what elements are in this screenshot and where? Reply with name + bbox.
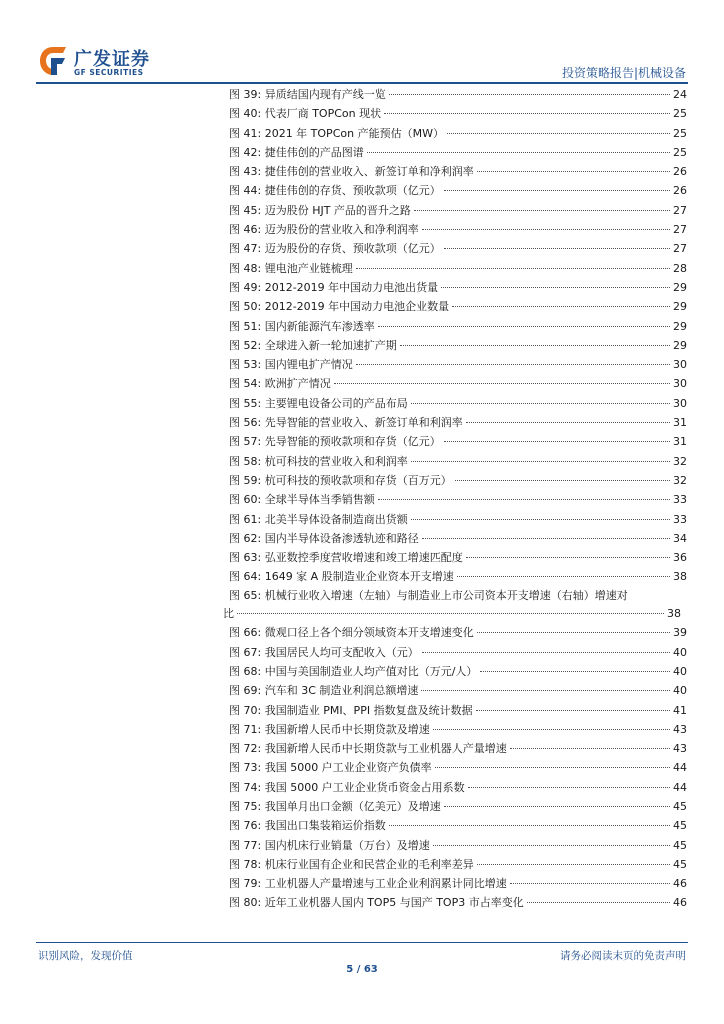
toc-entry-page: 45 bbox=[673, 857, 687, 871]
toc-entry-page: 45 bbox=[673, 799, 687, 813]
toc-entry[interactable] bbox=[229, 797, 687, 816]
dot-leader bbox=[444, 190, 670, 191]
dot-leader bbox=[480, 671, 670, 672]
dot-leader bbox=[510, 748, 670, 749]
footer-disclaimer-note: 请务必阅读末页的免责声明 bbox=[560, 950, 686, 962]
toc-entry-page: 32 bbox=[673, 473, 687, 487]
dot-leader bbox=[435, 767, 670, 768]
toc-entry[interactable] bbox=[229, 836, 687, 855]
toc-entry-label: 图 68: 中国与美国制造业人均产值对比（万元/人） bbox=[229, 664, 478, 678]
toc-entry-page: 40 bbox=[673, 645, 687, 659]
toc-entry[interactable] bbox=[229, 490, 687, 509]
toc-entry-page: 43 bbox=[673, 722, 687, 736]
toc-entry[interactable] bbox=[229, 643, 687, 662]
header-divider bbox=[36, 82, 688, 84]
toc-entry[interactable] bbox=[229, 529, 687, 548]
toc-entry[interactable] bbox=[229, 181, 687, 200]
toc-entry[interactable] bbox=[229, 452, 687, 471]
toc-entry[interactable] bbox=[229, 701, 687, 720]
toc-entry[interactable] bbox=[229, 510, 687, 529]
dot-leader bbox=[356, 268, 670, 269]
toc-entry-label: 图 78: 机床行业国有企业和民营企业的毛利率差异 bbox=[229, 857, 474, 871]
toc-entry[interactable] bbox=[229, 893, 687, 912]
toc-entry-page: 30 bbox=[673, 396, 687, 410]
toc-entry-page: 25 bbox=[673, 145, 687, 159]
toc-entry-page: 38 bbox=[673, 570, 687, 584]
toc-entry-label: 图 48: 锂电池产业链梳理 bbox=[229, 261, 353, 275]
page-header bbox=[0, 0, 724, 86]
toc-entry-label: 图 79: 工业机器人产量增速与工业企业利润累计同比增速 bbox=[229, 877, 507, 891]
dot-leader bbox=[477, 171, 670, 172]
toc-entry[interactable] bbox=[229, 124, 687, 143]
toc-entry[interactable] bbox=[229, 758, 687, 777]
dot-leader bbox=[389, 825, 670, 826]
toc-entry-label: 图 47: 迈为股份的存货、预收款项（亿元） bbox=[229, 242, 441, 256]
toc-entry-page: 27 bbox=[673, 203, 687, 217]
toc-entry[interactable] bbox=[229, 336, 687, 355]
toc-entry[interactable] bbox=[229, 297, 687, 316]
toc-entry-label: 图 59: 杭可科技的预收款项和存货（百万元） bbox=[229, 473, 452, 487]
toc-entry-page: 28 bbox=[673, 261, 687, 275]
report-category: 投资策略报告|机械设备 bbox=[561, 66, 686, 80]
toc-entry-page: 30 bbox=[673, 358, 687, 372]
toc-entry-label: 图 56: 先导智能的营业收入、新签订单和利润率 bbox=[229, 416, 463, 430]
toc-entry[interactable] bbox=[229, 855, 687, 874]
toc-entry-label: 图 67: 我国居民人均可支配收入（元） bbox=[229, 645, 419, 659]
dot-leader bbox=[441, 287, 670, 288]
toc-entry[interactable] bbox=[229, 720, 687, 739]
toc-entry-label: 图 72: 我国新增人民币中长期贷款与工业机器人产量增速 bbox=[229, 742, 507, 756]
toc-entry[interactable] bbox=[229, 816, 687, 835]
toc-entry[interactable] bbox=[229, 413, 687, 432]
toc-entry-page: 27 bbox=[673, 242, 687, 256]
dot-leader bbox=[422, 229, 670, 230]
toc-entry-page: 44 bbox=[673, 761, 687, 775]
toc-entry-label: 图 74: 我国 5000 户工业企业货币资金占用系数 bbox=[229, 780, 465, 794]
toc-entry-continuation[interactable] bbox=[223, 604, 681, 623]
toc-entry-label: 图 41: 2021 年 TOPCon 产能预估（MW） bbox=[229, 126, 444, 140]
gf-securities-logo bbox=[36, 44, 166, 80]
dot-leader bbox=[356, 364, 670, 365]
toc-entry[interactable] bbox=[229, 471, 687, 490]
toc-entry-label: 图 46: 迈为股份的营业收入和净利润率 bbox=[229, 223, 419, 237]
toc-entry-label: 图 50: 2012-2019 年中国动力电池企业数量 bbox=[229, 300, 450, 314]
toc-entry-page: 43 bbox=[673, 742, 687, 756]
toc-entry-page: 40 bbox=[673, 664, 687, 678]
toc-entry-page: 27 bbox=[673, 223, 687, 237]
toc-entry[interactable] bbox=[229, 587, 687, 604]
toc-entry-label: 图 75: 我国单月出口金额（亿美元）及增速 bbox=[229, 799, 441, 813]
figure-table-of-contents bbox=[223, 85, 687, 913]
toc-entry-page: 32 bbox=[673, 454, 687, 468]
toc-entry-label: 图 70: 我国制造业 PMI、PPI 指数复盘及统计数据 bbox=[229, 703, 473, 717]
toc-entry[interactable] bbox=[229, 355, 687, 374]
dot-leader bbox=[400, 345, 670, 346]
dot-leader bbox=[237, 613, 664, 614]
dot-leader bbox=[457, 576, 670, 577]
toc-entry[interactable] bbox=[229, 874, 687, 893]
toc-entry-label: 图 39: 异质结国内现有产线一览 bbox=[229, 88, 386, 101]
toc-entry-page: 33 bbox=[673, 512, 687, 526]
dot-leader bbox=[477, 632, 670, 633]
dot-leader bbox=[433, 729, 670, 730]
footer-divider bbox=[36, 942, 688, 943]
toc-entry[interactable] bbox=[229, 432, 687, 451]
toc-entry[interactable] bbox=[229, 374, 687, 393]
toc-entry-label: 图 55: 主要锂电设备公司的产品布局 bbox=[229, 396, 408, 410]
dot-leader bbox=[411, 461, 670, 462]
toc-entry[interactable] bbox=[229, 201, 687, 220]
dot-leader bbox=[414, 210, 670, 211]
toc-entry-label: 图 71: 我国新增人民币中长期贷款及增速 bbox=[229, 722, 430, 736]
toc-entry-label: 图 61: 北美半导体设备制造商出货额 bbox=[229, 512, 408, 526]
dot-leader bbox=[422, 538, 670, 539]
dot-leader bbox=[367, 152, 670, 153]
toc-entry-label: 图 44: 捷佳伟创的存货、预收款项（亿元） bbox=[229, 184, 441, 198]
toc-entry-label: 图 49: 2012-2019 年中国动力电池出货量 bbox=[229, 280, 439, 294]
toc-entry-label: 图 43: 捷佳伟创的营业收入、新签订单和净利润率 bbox=[229, 165, 474, 179]
toc-entry-page: 26 bbox=[673, 165, 687, 179]
dot-leader bbox=[411, 519, 670, 520]
dot-leader bbox=[452, 306, 670, 307]
toc-entry[interactable] bbox=[229, 681, 687, 700]
toc-entry-label: 图 80: 近年工业机器人国内 TOP5 与国产 TOP3 市占率变化 bbox=[229, 896, 524, 910]
toc-entry[interactable] bbox=[229, 623, 687, 642]
dot-leader bbox=[422, 652, 670, 653]
toc-entry-label: 图 63: 弘亚数控季度营收增速和竣工增速匹配度 bbox=[229, 551, 463, 565]
toc-entry-page: 44 bbox=[673, 780, 687, 794]
dot-leader bbox=[477, 864, 670, 865]
toc-entry[interactable] bbox=[229, 778, 687, 797]
logo-chinese-name: 广发证券 bbox=[74, 49, 150, 70]
toc-entry-label: 图 73: 我国 5000 户工业企业资产负债率 bbox=[229, 761, 432, 775]
toc-entry-page: 25 bbox=[673, 107, 687, 121]
toc-entry-label: 图 62: 国内半导体设备渗透轨迹和路径 bbox=[229, 531, 419, 545]
toc-entry-page: 40 bbox=[673, 684, 687, 698]
toc-entry-label: 图 54: 欧洲扩产情况 bbox=[229, 377, 331, 391]
toc-entry[interactable] bbox=[229, 143, 687, 162]
dot-leader bbox=[378, 499, 670, 500]
toc-entry[interactable] bbox=[229, 85, 687, 104]
toc-entry-label: 图 66: 微观口径上各个细分领域资本开支增速变化 bbox=[229, 626, 474, 640]
toc-entry-page: 25 bbox=[673, 126, 687, 140]
dot-leader bbox=[444, 248, 670, 249]
dot-leader bbox=[444, 441, 670, 442]
gf-logo-icon bbox=[36, 44, 70, 78]
toc-entry-page: 33 bbox=[673, 493, 687, 507]
toc-entry-page: 29 bbox=[673, 338, 687, 352]
toc-entry[interactable] bbox=[229, 567, 687, 586]
dot-leader bbox=[476, 710, 670, 711]
toc-entry-page: 34 bbox=[673, 531, 687, 545]
toc-entry-label: 图 53: 国内锂电扩产情况 bbox=[229, 358, 353, 372]
toc-entry-label: 图 45: 迈为股份 HJT 产品的晋升之路 bbox=[229, 203, 411, 217]
toc-entry[interactable] bbox=[229, 317, 687, 336]
toc-entry-label: 图 58: 杭可科技的营业收入和利润率 bbox=[229, 454, 408, 468]
toc-entry-page: 30 bbox=[673, 377, 687, 391]
dot-leader bbox=[527, 902, 670, 903]
dot-leader bbox=[468, 787, 670, 788]
dot-leader bbox=[433, 845, 670, 846]
toc-entry-page: 26 bbox=[673, 184, 687, 198]
toc-entry[interactable] bbox=[229, 220, 687, 239]
toc-entry[interactable] bbox=[229, 739, 687, 758]
toc-entry-page: 46 bbox=[673, 877, 687, 891]
page-number: 5 / 63 bbox=[346, 964, 378, 975]
toc-entry-page: 29 bbox=[673, 280, 687, 294]
toc-entry-page: 38 bbox=[667, 607, 681, 621]
dot-leader bbox=[510, 883, 670, 884]
dot-leader bbox=[421, 690, 670, 691]
toc-entry[interactable] bbox=[229, 259, 687, 278]
toc-entry-page: 24 bbox=[673, 88, 687, 101]
dot-leader bbox=[466, 422, 670, 423]
dot-leader bbox=[378, 326, 670, 327]
toc-entry[interactable] bbox=[229, 278, 687, 297]
toc-entry-page: 46 bbox=[673, 896, 687, 910]
toc-entry[interactable] bbox=[229, 162, 687, 181]
dot-leader bbox=[384, 113, 670, 114]
toc-entry-page: 45 bbox=[673, 838, 687, 852]
toc-entry-label: 图 40: 代表厂商 TOPCon 现状 bbox=[229, 107, 382, 121]
toc-entry-label: 图 76: 我国出口集装箱运价指数 bbox=[229, 819, 386, 833]
toc-entry[interactable] bbox=[229, 662, 687, 681]
toc-entry-label: 图 52: 全球进入新一轮加速扩产期 bbox=[229, 338, 397, 352]
toc-entry-label: 图 42: 捷佳伟创的产品图谱 bbox=[229, 145, 364, 159]
toc-entry[interactable] bbox=[229, 239, 687, 258]
toc-entry-label: 图 65: 机械行业收入增速（左轴）与制造业上市公司资本开支增速（右轴）增速对 bbox=[229, 588, 628, 602]
toc-entry-page: 31 bbox=[673, 435, 687, 449]
toc-entry[interactable] bbox=[229, 548, 687, 567]
toc-entry-label: 图 77: 国内机床行业销量（万台）及增速 bbox=[229, 838, 430, 852]
toc-entry-page: 41 bbox=[673, 703, 687, 717]
toc-entry-label: 图 60: 全球半导体当季销售额 bbox=[229, 493, 375, 507]
dot-leader bbox=[411, 403, 670, 404]
dot-leader bbox=[389, 94, 670, 95]
toc-entry-page: 31 bbox=[673, 416, 687, 430]
dot-leader bbox=[466, 557, 670, 558]
toc-entry[interactable] bbox=[229, 104, 687, 123]
dot-leader bbox=[447, 133, 670, 134]
dot-leader bbox=[334, 383, 670, 384]
toc-entry-label: 图 69: 汽车和 3C 制造业利润总额增速 bbox=[229, 684, 419, 698]
toc-entry-label: 图 51: 国内新能源汽车渗透率 bbox=[229, 319, 375, 333]
toc-entry-page: 36 bbox=[673, 551, 687, 565]
dot-leader bbox=[455, 480, 670, 481]
toc-entry-label: 图 57: 先导智能的预收款项和存货（亿元） bbox=[229, 435, 441, 449]
logo-english-name: GF SECURITIES bbox=[74, 68, 144, 77]
dot-leader bbox=[444, 806, 670, 807]
toc-entry[interactable] bbox=[229, 394, 687, 413]
toc-entry-label: 图 64: 1649 家 A 股制造业企业资本开支增速 bbox=[229, 570, 454, 584]
toc-entry-page: 29 bbox=[673, 300, 687, 314]
toc-entry-page: 39 bbox=[673, 626, 687, 640]
toc-entry-label-continued: 比 bbox=[223, 607, 234, 621]
toc-entry-page: 29 bbox=[673, 319, 687, 333]
toc-entry-page: 45 bbox=[673, 819, 687, 833]
footer-slogan: 识别风险，发现价值 bbox=[38, 950, 133, 962]
